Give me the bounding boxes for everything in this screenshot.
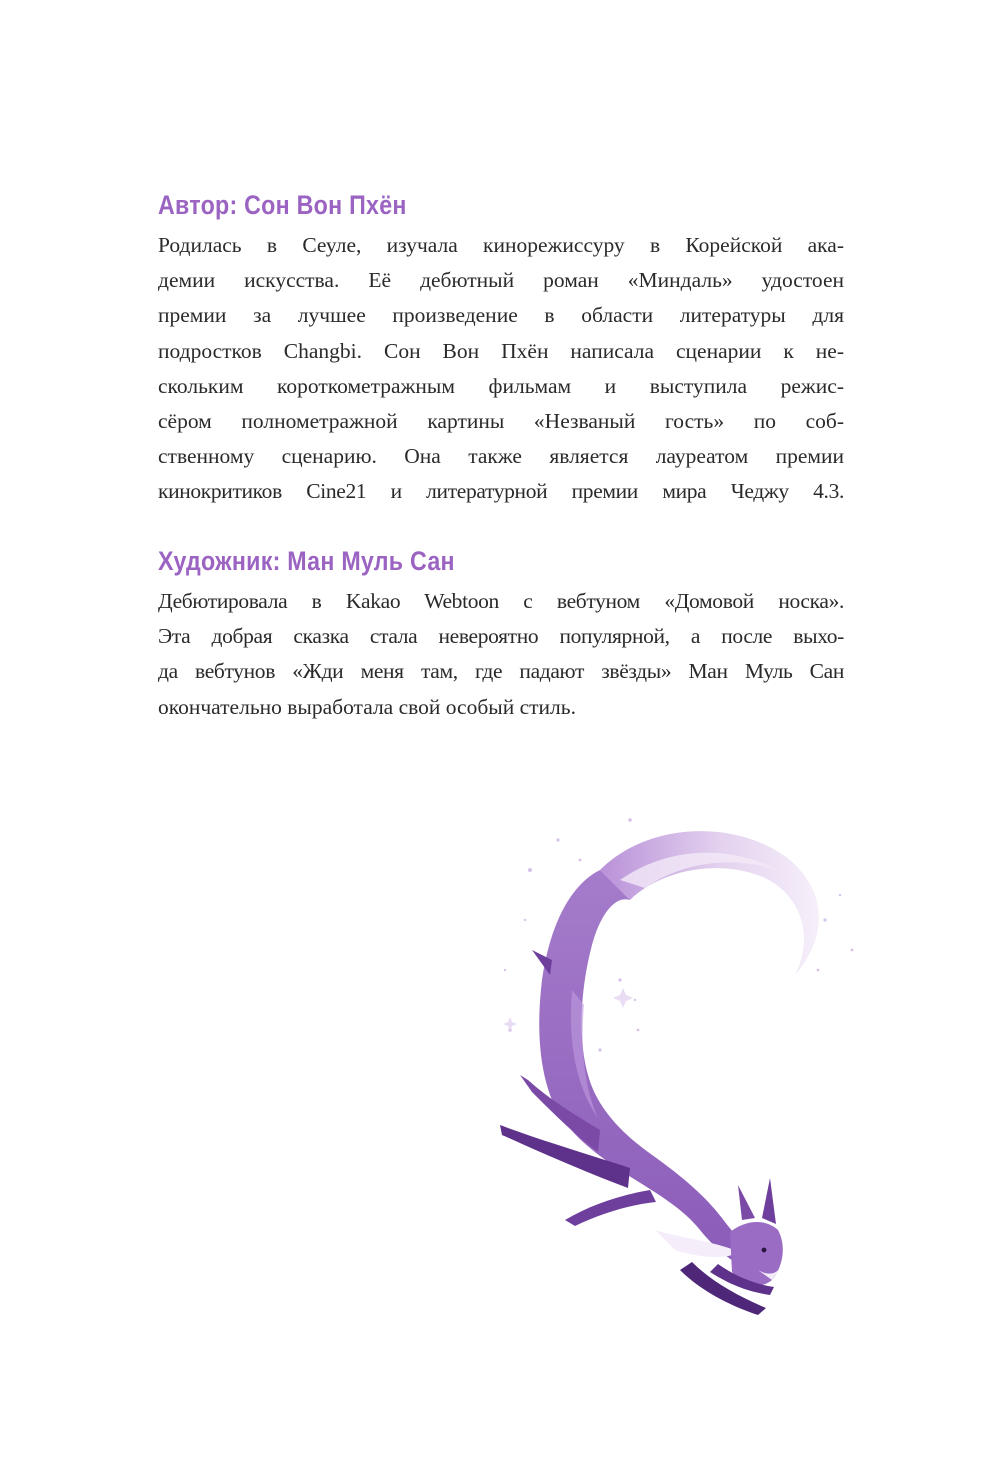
author-heading: Автор: Сон Вон Пхён xyxy=(158,190,407,220)
artist-bio-line: Эта добрая сказка стала невероятно популярной, а после выхо- xyxy=(158,624,844,649)
artist-bio xyxy=(158,584,844,725)
author-bio-line: премии за лучшее произведение в области литературы для xyxy=(158,303,844,328)
artist-section xyxy=(158,542,844,725)
artist-bio-line: да вебтунов «Жди меня там, где падают звёзды» Ман Муль Сан xyxy=(158,659,844,684)
author-bio-line: демии искусства. Её дебютный роман «Миндаль» удостоен xyxy=(158,268,844,293)
artist-bio-line: Дебютировала в Kakao Webtoon с вебтуном «Домовой носка». xyxy=(158,589,844,613)
purple-fox-illustration xyxy=(480,800,880,1340)
author-bio-line: скольким короткометражным фильмам и выступила режис- xyxy=(158,373,844,398)
author-bio-line: кинокритиков Cine21 и литературной премии мира Чеджу 4.3. xyxy=(158,479,844,504)
author-bio-line: Родилась в Сеуле, изучала кинорежиссуру в Корейской ака- xyxy=(158,233,844,257)
author-bio-line: сёром полнометражной картины «Незваный гость» по соб- xyxy=(158,408,844,433)
author-bio xyxy=(158,228,844,510)
artist-heading: Художник: Ман Муль Сан xyxy=(158,546,455,576)
artist-bio-line: окончательно выработала свой особый стиль. xyxy=(158,694,576,719)
author-bio-line: подростков Changbi. Сон Вон Пхён написала сценарии к не- xyxy=(158,338,844,363)
author-section xyxy=(158,186,844,510)
author-bio-line: ственному сценарию. Она также является лауреатом премии xyxy=(158,444,844,469)
